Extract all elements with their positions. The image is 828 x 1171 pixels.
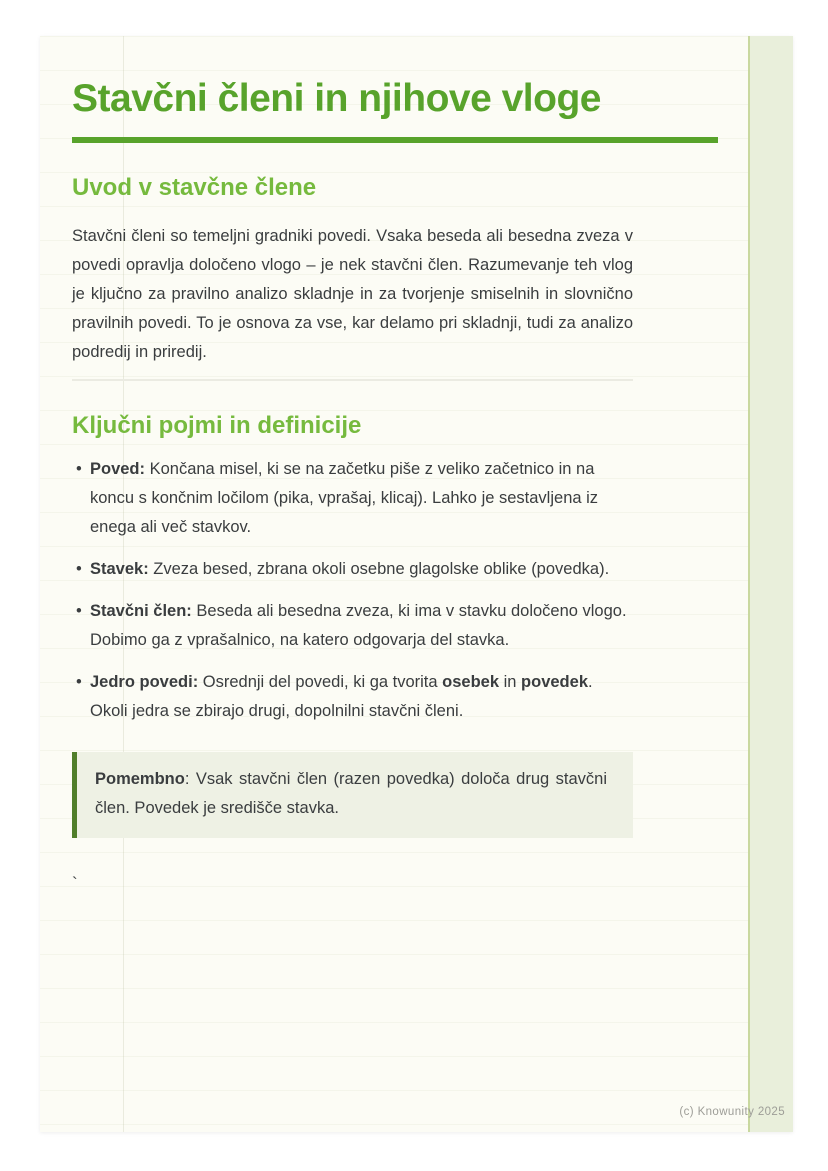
list-item-stavek [76, 555, 633, 584]
important-callout [72, 752, 633, 838]
list-item-stavcni-clen [76, 597, 633, 655]
definition-jedro-bold-povedek: povedek [521, 673, 588, 691]
document-title: Stavčni členi in njihove vloge [72, 77, 601, 120]
term-stavcni-clen: Stavčni člen: [90, 602, 192, 620]
term-poved: Poved: [90, 460, 146, 478]
term-stavek: Stavek: [90, 560, 149, 578]
section-heading-uvod: Uvod v stavčne člene [72, 174, 317, 201]
term-jedro-povedi: Jedro povedi: [90, 673, 199, 691]
stray-backtick-character: ` [72, 874, 78, 893]
page-card [40, 36, 793, 1132]
definition-jedro-part3: . Okoli jedra se zbirajo drugi, dopolnilni stavčni členi. [90, 673, 593, 720]
document-content [72, 36, 718, 894]
definition-jedro-part1: Osrednji del povedi, ki ga tvorita [198, 673, 443, 691]
definition-poved: Končana misel, ki se na začetku piše z veliko začetnico in na koncu s končnim ločilom (pika, vprašaj, klicaj). Lahko je sestavljena iz enega ali več stavkov. [90, 460, 599, 536]
copyright-footer: (c) Knowunity 2025 [679, 1106, 785, 1118]
callout-text: : Vsak stavčni člen (razen povedka) določa drug stavčni člen. Povedek je središče stavka. [95, 770, 607, 817]
definition-stavcni-clen: Beseda ali besedna zveza, ki ima v stavku določeno vlogo. Dobimo ga z vprašalnico, na katero odgovarja del stavka. [90, 602, 627, 649]
section-heading-kljucni-pojmi: Ključni pojmi in definicije [72, 412, 362, 439]
right-side-stripe [748, 36, 793, 1132]
list-item-poved [76, 455, 633, 542]
definitions-list [72, 455, 633, 726]
intro-paragraph: Stavčni členi so temeljni gradniki povedi. Vsaka beseda ali besedna zveza v povedi opravlja določeno vlogo – je nek stavčni člen. Razumevanje teh vlog je ključno za pravilno analizo skladnje in za tvorjenje smiselnih in slovnično pravilnih povedi. To je osnova za vse, kar delamo pri skladnji, tudi za analizo podredij in priredij. [72, 227, 633, 361]
definition-jedro-part2: in [499, 673, 522, 691]
section-divider [72, 379, 633, 381]
callout-label: Pomembno [95, 770, 185, 788]
definition-stavek: Zveza besed, zbrana okoli osebne glagolske oblike (povedka). [148, 560, 610, 578]
list-item-jedro-povedi [76, 668, 633, 726]
definition-jedro-bold-osebek: osebek [442, 673, 500, 691]
title-underline-rule [72, 137, 718, 143]
